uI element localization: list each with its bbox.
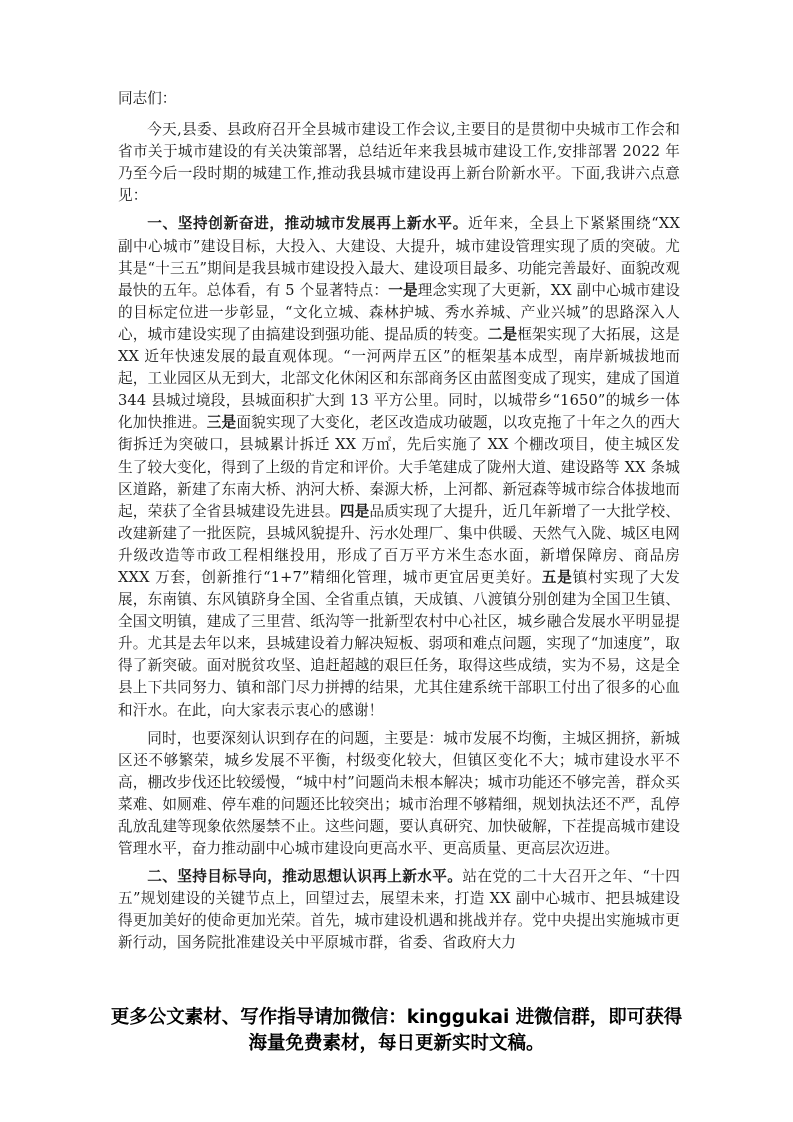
point-2-keyword: 二是 [487,325,518,343]
section-1-text-4: 面貌实现了大变化，老区改造成功破题，以攻克拖了十年之久的西大街拆迁为突破口，县城累计拆迁 XX 万㎡，先后实施了 XX 个棚改项目，使主城区发生了较大变化，得到了上级的肯定和评价。大手笔建成了陇州大道、建设路等 XX 条城区道路，新建了东南大桥、汭河大桥、秦源大桥，上河都、新冠森等城市综合体拔地而起，荣获了全省县城建设先进县。 [118,414,680,520]
problems-paragraph: 同时，也要深刻认识到存在的问题，主要是：城市发展不均衡，主城区拥挤，新城区还不够繁荣，城乡发展不平衡，村级变化较大，但镇区变化不大；城市建设水平不高，棚改步伐还比较缓慢，“城中村”问题尚未根本解决；城市功能还不够完善，群众买菜难、如厕难、停车难的问题还比较突出；城市治理不够精细，规划执法还不严，乱停乱放乱建等现象依然屡禁不止。这些问题，要认真研究、加快破解，下茬提高城市建设管理水平，奋力推动副中心城市建设向更高水平、更高质量、更高层次迈进。 [118,729,680,858]
section-1-text-6: 镇村实现了大发展，东南镇、东风镇跻身全国、全省重点镇，天成镇、八渡镇分别创建为全国卫生镇、全国文明镇，建成了三里营、纸沟等一批新型农村中心社区，城乡融合发展水平明显提升。尤其是去年以来，县城建设着力解决短板、弱项和难点问题，实现了“加速度”，取得了新突破。面对脱贫攻坚、追赶超越的艰巨任务，取得这些成绩，实为不易，这是全县上下共同努力、镇和部门尽力拼搏的结果，尤其住建系统干部职工付出了很多的心血和汗水。在此，向大家表示衷心的感谢！ [118,568,680,719]
document-body [118,88,680,961]
intro-paragraph: 今天,县委、县政府召开全县城市建设工作会议,主要目的是贯彻中央城市工作会和省市关于城市建设的有关决策部署，总结近年来我县城市建设工作,安排部署 2022 年乃至今后一段时期的城建工作,推动我县城市建设再上新台阶新水平。下面,我讲六点意见： [118,121,680,205]
section-1-text-1: 近年来，全县上下紧紧围绕“XX 副中心城市”建设目标，大投入、大建设、大提升，城市建设管理实现了质的突破。尤其是“十三五”期间是我县城市建设投入最大、建设项目最多、功能完善最好、面貌改观最快的五年。总体看，有 5 个显著特点： [118,215,680,299]
promo-footer [100,1005,693,1057]
salutation: 同志们： [118,90,177,107]
section-2-paragraph [118,866,680,954]
section-1-text-2: 理念实现了大更新，XX 副中心城市建设的目标定位进一步彰显，“文化立城、森林护城、秀水养城、产业兴城”的思路深入人心，城市建设实现了由搞建设到强功能、提品质的转变。 [118,281,680,343]
point-1-keyword: 一是 [388,281,418,299]
point-3-keyword: 三是 [206,414,237,432]
section-2-heading: 二、坚持目标导向，推动思想认识再上新水平。 [147,868,463,886]
promo-line-1: 更多公文素材、写作指导请加微信：kinggukai 进微信群，即可获得 [110,1007,683,1028]
section-1-heading: 一、坚持创新奋进，推动城市发展再上新水平。 [147,215,468,233]
section-1-text-5: 品质实现了大提升，近几年新增了一大批学校、改建新建了一批医院，县城风貌提升、污水处理厂、集中供暖、天然气入陇、城区电网升级改造等市政工程相继投用，形成了百万平方米生态水面，新增保障房、商品房 XXX 万套，创新推行“1+7”精细化管理，城市更宜居更美好。 [118,502,680,586]
promo-line-2: 海量免费素材，每日更新实时文稿。 [248,1033,545,1054]
point-5-keyword: 五是 [541,568,573,586]
section-1-text-3: 框架实现了大拓展，这是 XX 近年快速发展的最直观体现。“一河两岸五区”的框架基本成型，南岸新城拔地而起，工业园区从无到大，北部文化休闲区和东部商务区由蓝图变成了现实，建成了国道 344 县城过境段，县城面积扩大到 13 平方公里。同时，以城带乡“1650”的城乡一体化加快推进。 [118,325,680,432]
point-4-keyword: 四是 [339,502,370,520]
section-1-paragraph [118,213,680,721]
section-2-text: 站在党的二十大召开之年、“十四五”规划建设的关键节点上，回望过去，展望未来，打造 XX 副中心城市、把县城建设得更加美好的使命更加光荣。首先，城市建设机遇和挑战并存。党中央提出实施城市更新行动，国务院批准建设关中平原城市群，省委、省政府大力 [118,868,680,952]
